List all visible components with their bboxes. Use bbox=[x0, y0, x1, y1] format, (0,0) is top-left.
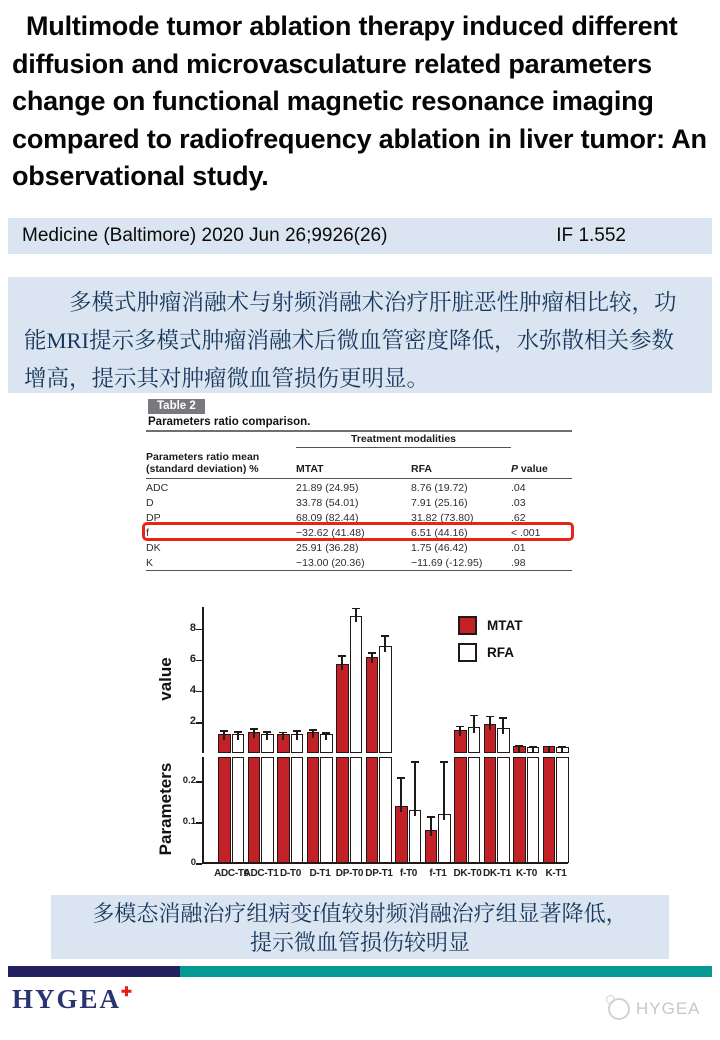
legend-item bbox=[458, 616, 522, 635]
parameters-table bbox=[146, 430, 572, 571]
error-bar-line bbox=[400, 777, 402, 812]
bar-lower-segment bbox=[232, 757, 245, 863]
spacer-cell bbox=[511, 431, 572, 448]
tick-mark bbox=[196, 660, 202, 662]
table-cell: .98 bbox=[511, 556, 526, 569]
bar-lower-segment bbox=[307, 757, 320, 863]
spacer-cell bbox=[146, 431, 296, 448]
bar-lower-segment bbox=[484, 757, 497, 863]
bar-lower-segment bbox=[556, 757, 569, 863]
error-bar-line bbox=[489, 716, 491, 731]
hygea-watermark bbox=[608, 998, 701, 1020]
error-bar-cap bbox=[338, 655, 346, 657]
tick-mark bbox=[196, 629, 202, 631]
y-axis-label-upper: value bbox=[156, 657, 175, 701]
table-cell: 8.76 (19.72) bbox=[411, 481, 468, 494]
bar-lower-segment bbox=[291, 757, 304, 863]
error-bar-line bbox=[443, 761, 445, 820]
error-bar-line bbox=[384, 635, 386, 652]
x-category-label: f-T1 bbox=[429, 868, 447, 879]
table-cell: ADC bbox=[146, 481, 169, 494]
table-cell: K bbox=[146, 556, 154, 569]
error-bar-cap bbox=[352, 608, 360, 610]
table-row bbox=[146, 555, 572, 571]
bar-upper-segment bbox=[379, 646, 392, 753]
table-cell: .03 bbox=[511, 496, 526, 509]
error-bar-cap bbox=[470, 715, 478, 717]
journal-citation: Medicine (Baltimore) 2020 Jun 26;9926(26) bbox=[22, 225, 388, 246]
error-bar-cap bbox=[427, 816, 435, 818]
tick-mark bbox=[196, 863, 202, 865]
x-category-label: DK-T1 bbox=[483, 868, 511, 879]
table-caption: Parameters ratio comparison. bbox=[148, 416, 311, 428]
legend-label: MTAT bbox=[487, 618, 523, 633]
table-cell: .04 bbox=[511, 481, 526, 494]
bar-upper-segment bbox=[336, 664, 349, 753]
error-bar-cap bbox=[411, 761, 419, 763]
error-bar-cap bbox=[220, 730, 228, 732]
tick-mark bbox=[196, 781, 202, 783]
red-cross-icon: ✚ bbox=[121, 984, 132, 999]
error-bar-cap bbox=[234, 731, 242, 733]
bar-chart bbox=[144, 600, 574, 890]
summary-bottom-line2: 提示微血管损伤较明显 bbox=[249, 930, 470, 955]
tick-label: 0.2 bbox=[182, 775, 196, 787]
bar-lower-segment bbox=[513, 757, 526, 863]
table-cell: 7.91 (25.16) bbox=[411, 496, 468, 509]
error-bar-cap bbox=[322, 732, 330, 734]
bar-lower-segment bbox=[261, 757, 274, 863]
x-category-label: K-T1 bbox=[545, 868, 567, 879]
legend-item bbox=[458, 643, 522, 662]
bar-lower-segment bbox=[454, 757, 467, 863]
footer-divider-bar bbox=[8, 966, 712, 977]
column-header: Parameters ratio mean (standard deviation) % bbox=[146, 448, 296, 479]
legend-swatch bbox=[458, 643, 477, 662]
legend-label: RFA bbox=[487, 645, 514, 660]
summary-bottom-block bbox=[51, 895, 669, 959]
error-bar-line bbox=[459, 726, 461, 737]
error-bar-cap bbox=[397, 777, 405, 779]
hygea-circle-logo-icon bbox=[608, 998, 630, 1020]
tick-mark bbox=[196, 691, 202, 693]
x-category-label: ADC-T1 bbox=[243, 868, 279, 879]
tick-label: 6 bbox=[189, 652, 196, 665]
bar-lower-segment bbox=[320, 757, 333, 863]
error-bar-cap bbox=[440, 761, 448, 763]
x-category-label: DP-T1 bbox=[365, 868, 393, 879]
error-bar-cap bbox=[381, 635, 389, 637]
bar-lower-segment bbox=[277, 757, 290, 863]
error-bar-line bbox=[430, 816, 432, 836]
hygea-logo-text: HYGEA bbox=[12, 984, 122, 1014]
column-header: MTAT bbox=[296, 448, 411, 479]
watermark-text: HYGEA bbox=[636, 999, 701, 1018]
column-header: P value bbox=[511, 448, 572, 479]
error-bar-line bbox=[355, 608, 357, 623]
hygea-logo bbox=[12, 984, 132, 1015]
legend-swatch bbox=[458, 616, 477, 635]
error-bar-cap bbox=[486, 716, 494, 718]
table-cell: 25.91 (36.28) bbox=[296, 541, 359, 554]
column-header: RFA bbox=[411, 448, 511, 479]
table-cell: −11.69 (-12.95) bbox=[411, 556, 483, 569]
y-axis-label-lower: Parameters bbox=[156, 762, 175, 856]
error-bar-line bbox=[502, 717, 504, 734]
error-bar-cap bbox=[499, 717, 507, 719]
x-category-label: K-T0 bbox=[515, 868, 538, 879]
tick-mark bbox=[196, 822, 202, 824]
x-category-label: D-T1 bbox=[309, 868, 331, 879]
error-bar-cap bbox=[456, 726, 464, 728]
impact-factor: IF 1.552 bbox=[556, 225, 626, 246]
bar bbox=[438, 814, 451, 863]
footer-bar-teal-segment bbox=[180, 966, 712, 977]
x-category-label: ADC-T0 bbox=[214, 868, 249, 879]
table-cell: D bbox=[146, 496, 154, 509]
bar-upper-segment bbox=[350, 616, 363, 753]
bar-lower-segment bbox=[336, 757, 349, 863]
table-cell: 33.78 (54.01) bbox=[296, 496, 359, 509]
bar-upper-segment bbox=[366, 657, 379, 753]
table-cell: 68.09 (82.44) bbox=[296, 511, 359, 524]
tick-label: 4 bbox=[189, 683, 196, 696]
summary-bottom-line1: 多模态消融治疗组病变f值较射频消融治疗组显著降低， bbox=[92, 901, 628, 926]
x-category-label: f-T0 bbox=[399, 868, 418, 879]
table-cell: −32.62 (41.48) bbox=[296, 526, 365, 539]
y-axis-upper bbox=[202, 607, 204, 753]
bar-lower-segment bbox=[527, 757, 540, 863]
table-cell: DK bbox=[146, 541, 161, 554]
table-row bbox=[146, 495, 572, 510]
error-bar-cap bbox=[293, 730, 301, 732]
error-bar-line bbox=[371, 652, 373, 663]
error-bar-cap bbox=[309, 729, 317, 731]
bar-lower-segment bbox=[497, 757, 510, 863]
bar bbox=[409, 810, 422, 863]
chart-legend bbox=[458, 616, 522, 670]
group-header-treatment-modalities: Treatment modalities bbox=[296, 431, 511, 448]
tick-label: 0 bbox=[190, 857, 196, 868]
error-bar-cap bbox=[515, 745, 523, 747]
paper-figure bbox=[142, 396, 576, 890]
bar-lower-segment bbox=[468, 757, 481, 863]
table-row bbox=[146, 510, 572, 525]
bar-lower-segment bbox=[350, 757, 363, 863]
summary-top-text: 多模式肿瘤消融术与射频消融术治疗肝脏恶性肿瘤相比较，功能MRI提示多模式肿瘤消融术后微血管密度降低，水弥散相关参数增高，提示其对肿瘤微血管损伤更明显。 bbox=[24, 290, 677, 391]
footer-bar-navy-segment bbox=[8, 966, 180, 977]
x-category-label: D-T0 bbox=[279, 868, 302, 879]
table-row bbox=[146, 478, 572, 495]
bar-lower-segment bbox=[379, 757, 392, 863]
tick-mark bbox=[196, 722, 202, 724]
table-cell: 31.82 (73.80) bbox=[411, 511, 474, 524]
citation-bar bbox=[8, 218, 712, 254]
error-bar-line bbox=[473, 715, 475, 733]
error-bar-line bbox=[341, 655, 343, 670]
table-cell: f bbox=[146, 526, 149, 539]
table-cell: 1.75 (46.42) bbox=[411, 541, 468, 554]
summary-top-block bbox=[8, 277, 712, 393]
paper-title: Multimode tumor ablation therapy induced different diffusion and microvasculature related parameters change on functional magnetic resonance imaging compared to radiofrequency ablation in liver tumor: An observational study. bbox=[12, 11, 707, 191]
table-row bbox=[146, 525, 572, 540]
bar-lower-segment bbox=[543, 757, 556, 863]
error-bar-cap bbox=[558, 746, 566, 748]
bar-lower-segment bbox=[248, 757, 261, 863]
error-bar-cap bbox=[368, 652, 376, 654]
error-bar-cap bbox=[263, 731, 271, 733]
table-label: Table 2 bbox=[148, 399, 205, 414]
error-bar-cap bbox=[279, 732, 287, 734]
bar bbox=[395, 806, 408, 863]
table-cell: 6.51 (44.16) bbox=[411, 526, 468, 539]
error-bar-cap bbox=[529, 746, 537, 748]
table-cell: DP bbox=[146, 511, 161, 524]
table-cell: 21.89 (24.95) bbox=[296, 481, 359, 494]
x-category-label: DP-T0 bbox=[335, 868, 364, 879]
y-axis-lower bbox=[202, 757, 204, 863]
error-bar-line bbox=[414, 761, 416, 816]
table-cell: −13.00 (20.36) bbox=[296, 556, 365, 569]
error-bar-cap bbox=[545, 746, 553, 748]
bar-lower-segment bbox=[218, 757, 231, 863]
table-cell: < .001 bbox=[511, 526, 541, 539]
tick-label: 8 bbox=[189, 621, 196, 634]
tick-label: 0.1 bbox=[182, 816, 196, 828]
x-category-label: DK-T0 bbox=[453, 868, 482, 879]
table-cell: .01 bbox=[511, 541, 526, 554]
bar-lower-segment bbox=[366, 757, 379, 863]
table-row bbox=[146, 540, 572, 555]
table-cell: .62 bbox=[511, 511, 526, 524]
tick-label: 2 bbox=[189, 714, 196, 727]
error-bar-cap bbox=[250, 728, 258, 730]
